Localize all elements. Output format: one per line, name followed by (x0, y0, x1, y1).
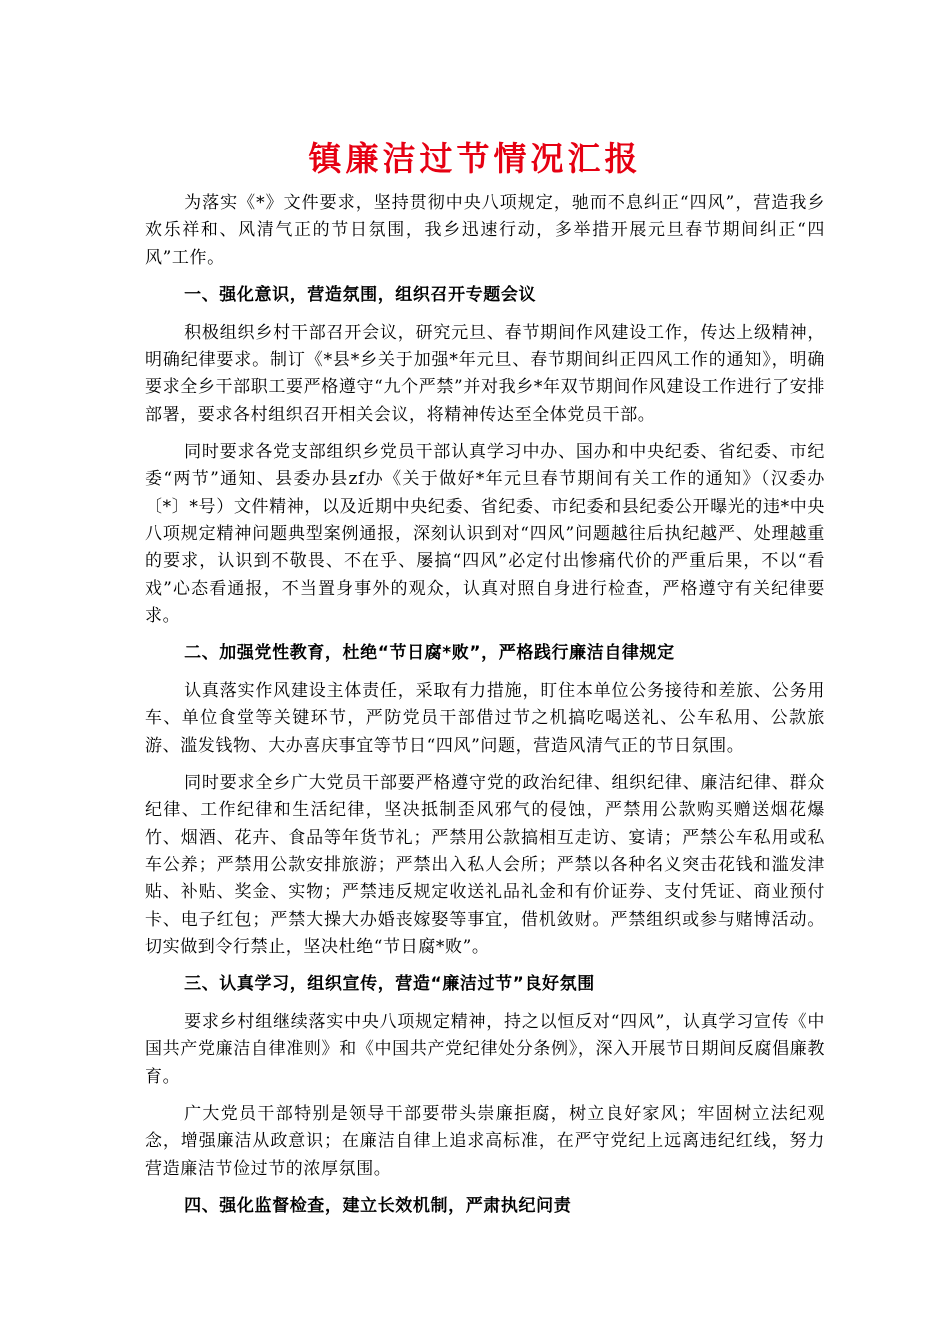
document-title: 镇廉洁过节情况汇报 (308, 139, 642, 178)
section-heading-4: 四、强化监督检查，建立长效机制，严肃执纪问责 (184, 1195, 572, 1216)
document-body (145, 190, 825, 1231)
paragraph: 积极组织乡村干部召开会议，研究元旦、春节期间作风建设工作，传达上级精神，明确纪律要求。制订《*县*乡关于加强*年元旦、春节期间纠正四风工作的通知》，明确要求全乡干部职工要严格遵守“九个严禁”并对我乡*年双节期间作风建设工作进行了安排部署，要求各村组织召开相关会议，将精神传达至全体党员干部。 (145, 322, 825, 425)
section-heading-1: 一、强化意识，营造氛围，组织召开专题会议 (184, 284, 537, 305)
intro-paragraph: 为落实《*》文件要求，坚持贯彻中央八项规定，驰而不息纠正“四风”，营造我乡欢乐祥和、风清气正的节日氛围，我乡迅速行动，多举措开展元旦春节期间纠正“四风”工作。 (145, 193, 825, 268)
section-heading-2: 二、加强党性教育，杜绝“节日腐*败”，严格践行廉洁自律规定 (184, 643, 675, 664)
paragraph: 广大党员干部特别是领导干部要带头崇廉拒腐，树立良好家风；牢固树立法纪观念，增强廉洁从政意识；在廉洁自律上追求高标准，在严守党纪上远离违纪红线，努力营造廉洁节俭过节的浓厚氛围。 (145, 1104, 825, 1179)
paragraph: 要求乡村组继续落实中央八项规定精神，持之以恒反对“四风”，认真学习宣传《中国共产党廉洁自律准则》和《中国共产党纪律处分条例》，深入开展节日期间反腐倡廉教育。 (145, 1012, 825, 1087)
paragraph: 同时要求各党支部组织乡党员干部认真学习中办、国办和中央纪委、省纪委、市纪委“两节”通知、县委办县zf办《关于做好*年元旦春节期间有关工作的通知》（汉委办〔*〕*号）文件精神，以及近期中央纪委、省纪委、市纪委和县纪委公开曝光的违*中央八项规定精神问题典型案例通报，深刻认识到对“四风”问题越往后执纪越严、处理越重的要求，认识到不敬畏、不在乎、屡搞“四风”必定付出惨痛代价的严重后果，不以“看戏”心态看通报，不当置身事外的观众，认真对照自身进行检查，严格遵守有关纪律要求。 (145, 442, 825, 626)
paragraph: 认真落实作风建设主体责任，采取有力措施，盯住本单位公务接待和差旅、公务用车、单位食堂等关键环节，严防党员干部借过节之机搞吃喝送礼、公车私用、公款旅游、滥发钱物、大办喜庆事宜等节日“四风”问题，营造风清气正的节日氛围。 (145, 681, 825, 756)
paragraph: 同时要求全乡广大党员干部要严格遵守党的政治纪律、组织纪律、廉洁纪律、群众纪律、工作纪律和生活纪律，坚决抵制歪风邪气的侵蚀，严禁用公款购买赠送烟花爆竹、烟酒、花卉、食品等年货节礼；严禁用公款搞相互走访、宴请；严禁公车私用或私车公养；严禁用公款安排旅游；严禁出入私人会所；严禁以各种名义突击花钱和滥发津贴、补贴、奖金、实物；严禁违反规定收送礼品礼金和有价证券、支付凭证、商业预付卡、电子红包；严禁大操大办婚丧嫁娶等事宜，借机敛财。严禁组织或参与赌博活动。切实做到令行禁止，坚决杜绝“节日腐*败”。 (145, 773, 825, 957)
section-heading-3: 三、认真学习，组织宣传，营造“廉洁过节”良好氛围 (184, 974, 595, 995)
